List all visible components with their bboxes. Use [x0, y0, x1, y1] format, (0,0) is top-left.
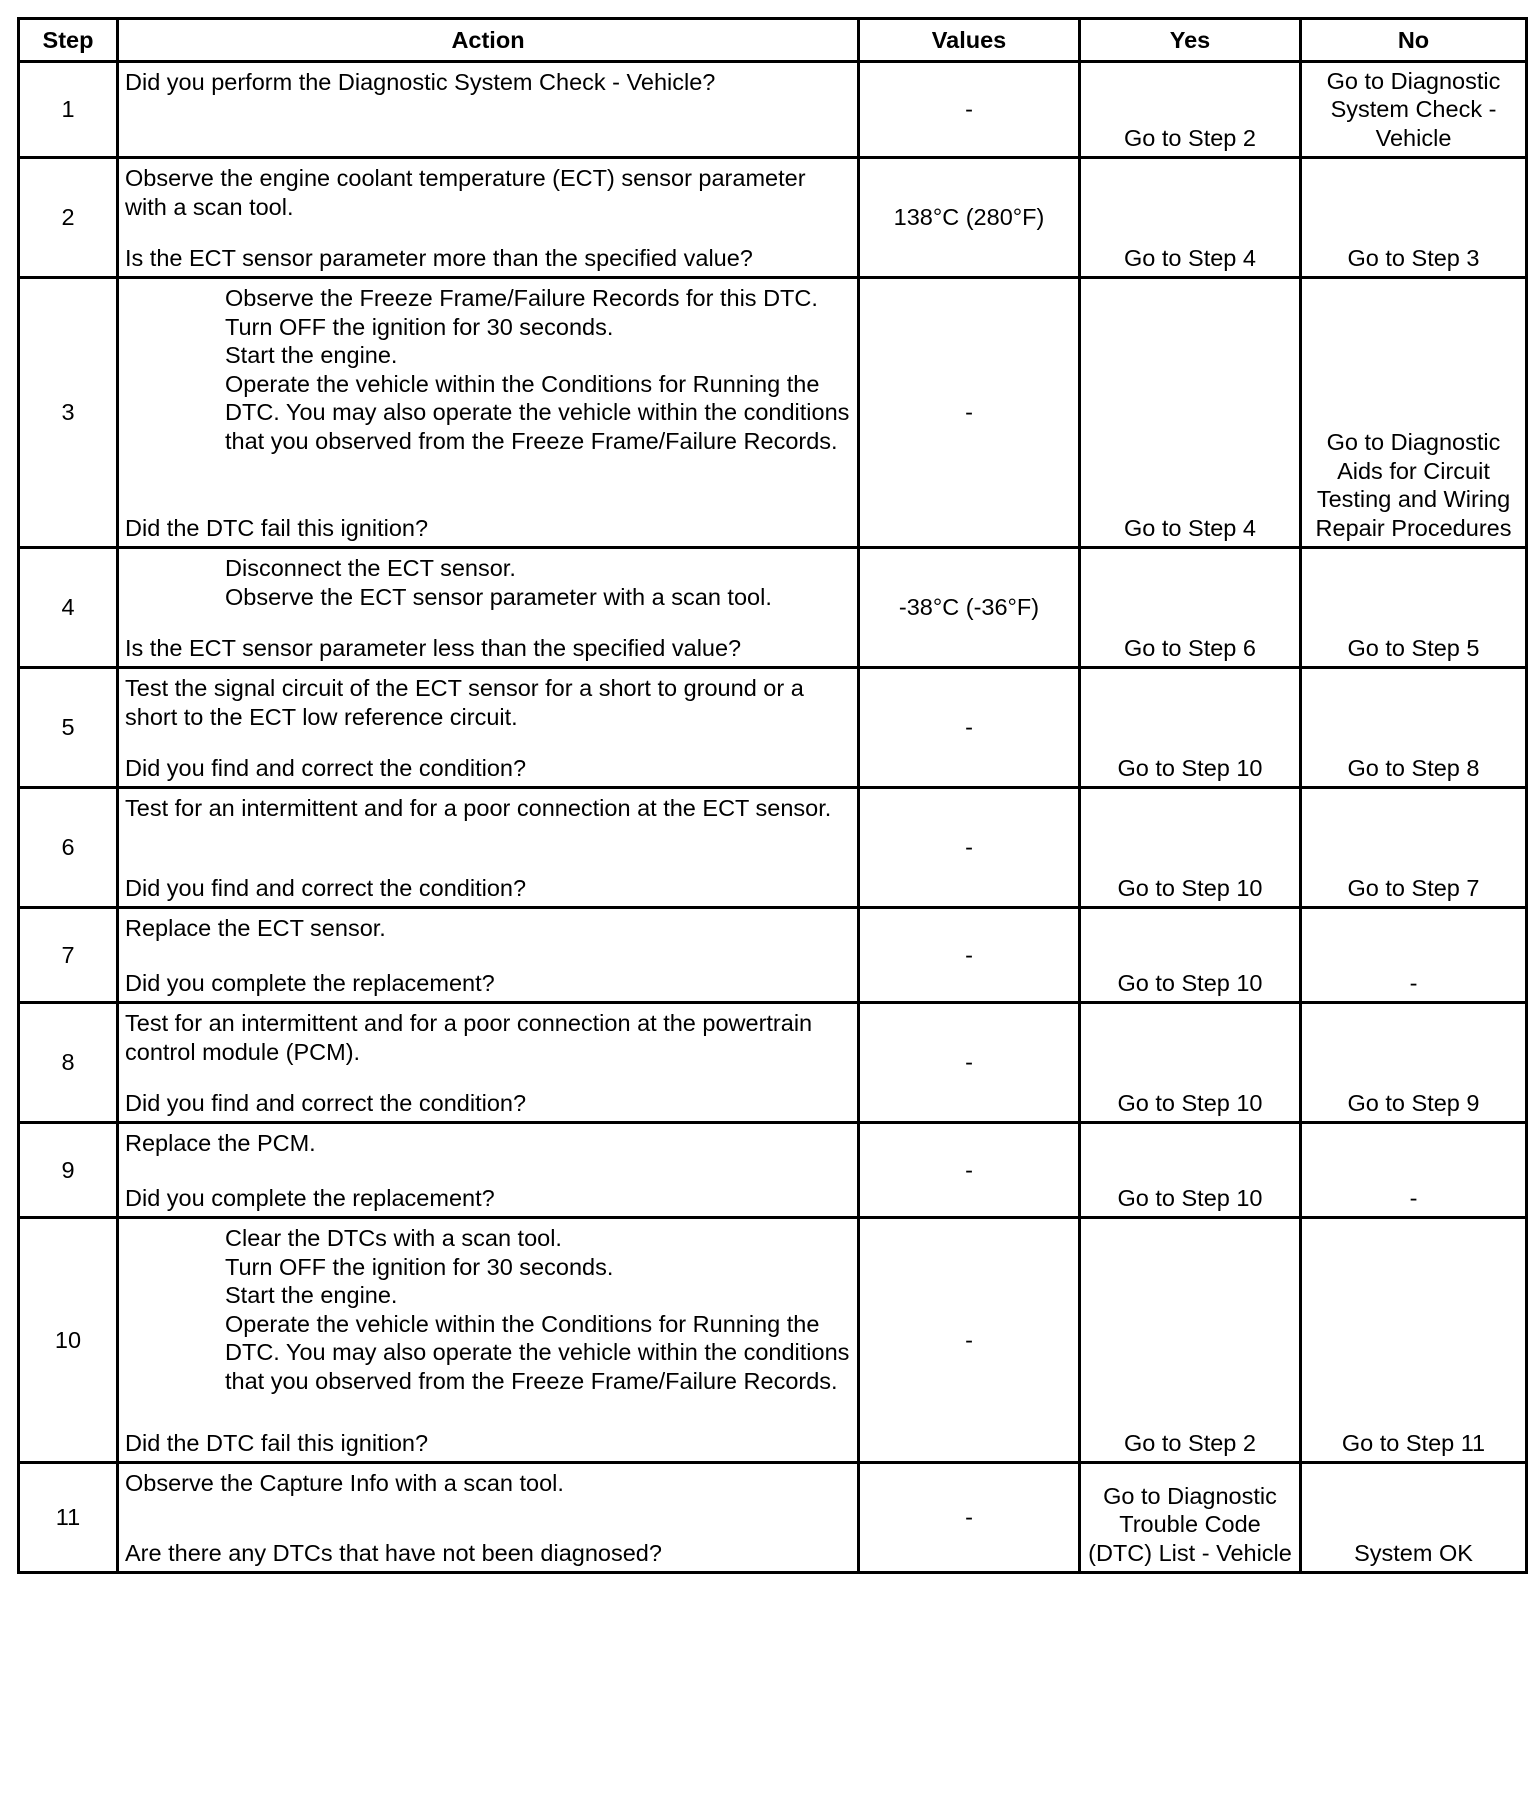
instruction-list	[125, 284, 851, 455]
no-action: Go to Step 7	[1347, 874, 1480, 901]
yes-action: Go to Diagnostic Trouble Code (DTC) List - Vehicle	[1088, 1482, 1292, 1566]
action-cell	[118, 548, 859, 668]
value-cell: 138°C (280°F)	[859, 158, 1080, 278]
action-question: Did you find and correct the condition?	[125, 874, 527, 901]
action-text: Did you perform the Diagnostic System Check - Vehicle?	[125, 69, 716, 95]
header-values: Values	[859, 19, 1080, 62]
step-number: 10	[19, 1218, 118, 1463]
yes-action: Go to Step 10	[1117, 969, 1263, 996]
step-number: 5	[19, 668, 118, 788]
action-question: Is the ECT sensor parameter more than the specified value?	[125, 244, 753, 271]
action-text: Observe the engine coolant temperature (ECT) sensor parameter with a scan tool.	[125, 165, 806, 220]
step-number: 2	[19, 158, 118, 278]
table-row	[19, 1003, 1527, 1123]
header-row	[19, 19, 1527, 62]
value-cell: -	[859, 668, 1080, 788]
step-number: 3	[19, 278, 118, 548]
action-text: Replace the ECT sensor.	[125, 915, 386, 941]
yes-cell	[1080, 668, 1301, 788]
instruction-item: Turn OFF the ignition for 30 seconds.	[225, 1253, 614, 1280]
value-cell: -	[859, 1123, 1080, 1218]
table-row	[19, 668, 1527, 788]
table-row	[19, 278, 1527, 548]
value-cell: -38°C (-36°F)	[859, 548, 1080, 668]
yes-cell	[1080, 62, 1301, 158]
yes-action: Go to Step 10	[1117, 1089, 1263, 1116]
no-cell	[1301, 1218, 1527, 1463]
action-text: Test for an intermittent and for a poor connection at the ECT sensor.	[125, 795, 832, 821]
instruction-item: Start the engine.	[225, 342, 398, 368]
no-action: Go to Step 8	[1347, 754, 1480, 781]
value-cell: -	[859, 1003, 1080, 1123]
no-action: -	[1409, 969, 1418, 996]
table-row	[19, 62, 1527, 158]
action-question: Did the DTC fail this ignition?	[125, 514, 429, 541]
yes-action: Go to Step 2	[1124, 1429, 1256, 1456]
no-action: Go to Diagnostic Aids for Circuit Testing and Wiring Repair Procedures	[1315, 429, 1512, 541]
no-cell	[1301, 62, 1527, 158]
action-question: Did the DTC fail this ignition?	[125, 1429, 429, 1456]
action-cell	[118, 62, 859, 158]
yes-cell	[1080, 1003, 1301, 1123]
step-number: 9	[19, 1123, 118, 1218]
instruction-item: Observe the ECT sensor parameter with a scan tool.	[225, 583, 772, 610]
step-number: 6	[19, 788, 118, 908]
no-action: -	[1409, 1184, 1418, 1211]
instruction-item: Operate the vehicle within the Conditions for Running the DTC. You may also operate the vehicle within the conditions that you observed from the Freeze Frame/Failure Records.	[225, 370, 850, 454]
value-cell: -	[859, 62, 1080, 158]
yes-action: Go to Step 4	[1124, 514, 1256, 541]
instruction-list	[125, 1224, 851, 1395]
instruction-item: Start the engine.	[225, 1282, 398, 1308]
no-cell	[1301, 278, 1527, 548]
yes-cell	[1080, 158, 1301, 278]
table-row	[19, 908, 1527, 1003]
no-action: Go to Step 9	[1347, 1089, 1480, 1116]
yes-action: Go to Step 10	[1117, 1184, 1263, 1211]
header-no: No	[1301, 19, 1527, 62]
yes-action: Go to Step 10	[1117, 874, 1263, 901]
no-cell	[1301, 668, 1527, 788]
instruction-item: Operate the vehicle within the Conditions for Running the DTC. You may also operate the vehicle within the conditions that you observed from the Freeze Frame/Failure Records.	[225, 1310, 850, 1394]
no-action: Go to Step 5	[1347, 634, 1480, 661]
action-text: Replace the PCM.	[125, 1130, 316, 1156]
step-number: 7	[19, 908, 118, 1003]
action-question: Did you complete the replacement?	[125, 1184, 495, 1211]
action-cell	[118, 158, 859, 278]
action-cell	[118, 788, 859, 908]
diagnostic-table	[17, 17, 1528, 1574]
no-cell	[1301, 1463, 1527, 1573]
action-text: Test for an intermittent and for a poor connection at the powertrain control module (PCM).	[125, 1010, 813, 1065]
value-cell: -	[859, 278, 1080, 548]
action-cell	[118, 668, 859, 788]
no-action: Go to Step 3	[1347, 244, 1480, 271]
table-row	[19, 1218, 1527, 1463]
yes-cell	[1080, 1218, 1301, 1463]
yes-action: Go to Step 4	[1124, 244, 1256, 271]
action-question: Did you complete the replacement?	[125, 969, 495, 996]
no-cell	[1301, 158, 1527, 278]
diagnostic-table-sheet	[17, 17, 1525, 1574]
instruction-item: Disconnect the ECT sensor.	[225, 555, 516, 581]
yes-cell	[1080, 548, 1301, 668]
table-row	[19, 1123, 1527, 1218]
action-question: Are there any DTCs that have not been diagnosed?	[125, 1539, 662, 1566]
action-cell	[118, 1123, 859, 1218]
action-question: Did you find and correct the condition?	[125, 1089, 527, 1116]
yes-action: Go to Step 6	[1124, 634, 1256, 661]
action-cell	[118, 908, 859, 1003]
yes-action: Go to Step 10	[1117, 754, 1263, 781]
yes-cell	[1080, 278, 1301, 548]
no-cell	[1301, 908, 1527, 1003]
instruction-list	[125, 554, 851, 611]
header-step: Step	[19, 19, 118, 62]
value-cell: -	[859, 1463, 1080, 1573]
action-cell	[118, 1463, 859, 1573]
table-row	[19, 548, 1527, 668]
action-question: Did you find and correct the condition?	[125, 754, 527, 781]
yes-cell	[1080, 1463, 1301, 1573]
no-action: Go to Diagnostic System Check - Vehicle	[1326, 67, 1501, 151]
no-cell	[1301, 788, 1527, 908]
action-cell	[118, 1218, 859, 1463]
value-cell: -	[859, 1218, 1080, 1463]
action-cell	[118, 278, 859, 548]
yes-action: Go to Step 2	[1124, 124, 1256, 151]
action-cell	[118, 1003, 859, 1123]
value-cell: -	[859, 908, 1080, 1003]
no-action: Go to Step 11	[1341, 1429, 1486, 1456]
value-cell: -	[859, 788, 1080, 908]
no-cell	[1301, 1003, 1527, 1123]
no-cell	[1301, 1123, 1527, 1218]
instruction-item: Observe the Freeze Frame/Failure Records for this DTC.	[225, 285, 818, 311]
table-row	[19, 788, 1527, 908]
table-row	[19, 1463, 1527, 1573]
yes-cell	[1080, 908, 1301, 1003]
header-action: Action	[118, 19, 859, 62]
action-text: Test the signal circuit of the ECT sensor for a short to ground or a short to the ECT low reference circuit.	[125, 675, 804, 730]
table-row	[19, 158, 1527, 278]
action-question: Is the ECT sensor parameter less than the specified value?	[125, 634, 742, 661]
no-cell	[1301, 548, 1527, 668]
yes-cell	[1080, 788, 1301, 908]
step-number: 8	[19, 1003, 118, 1123]
step-number: 4	[19, 548, 118, 668]
step-number: 11	[19, 1463, 118, 1573]
action-text: Observe the Capture Info with a scan tool.	[125, 1470, 564, 1496]
yes-cell	[1080, 1123, 1301, 1218]
instruction-item: Clear the DTCs with a scan tool.	[225, 1225, 562, 1251]
no-action: System OK	[1354, 1539, 1473, 1566]
table-body	[19, 62, 1527, 1573]
instruction-item: Turn OFF the ignition for 30 seconds.	[225, 313, 614, 340]
header-yes: Yes	[1080, 19, 1301, 62]
step-number: 1	[19, 62, 118, 158]
